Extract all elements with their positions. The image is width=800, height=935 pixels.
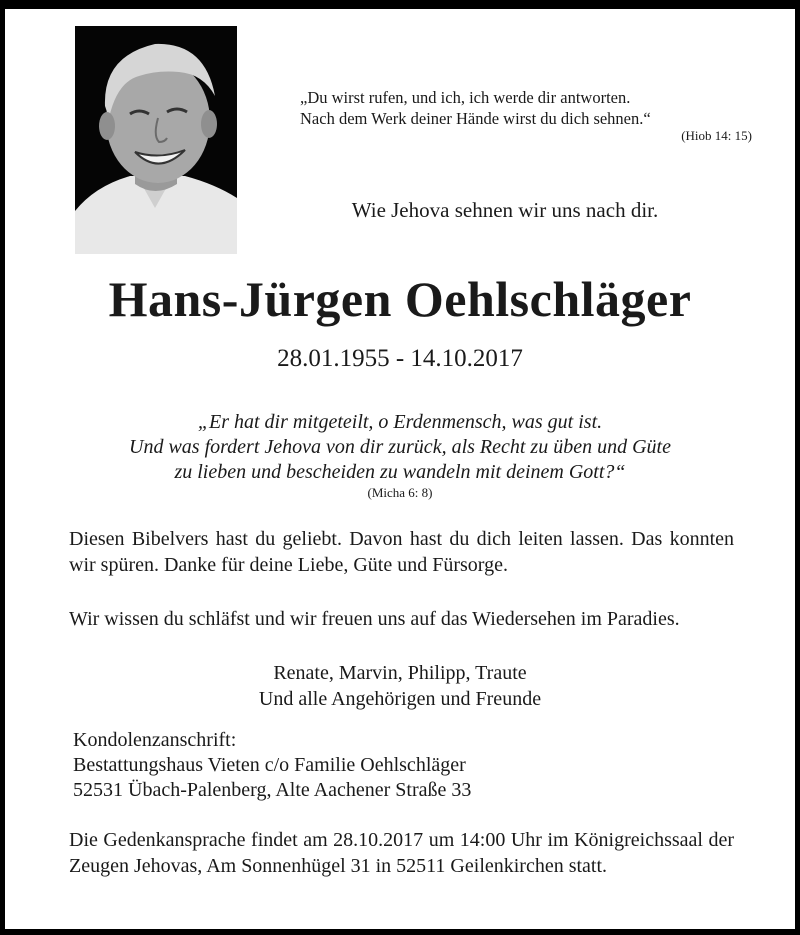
life-dates: 28.01.1955 - 14.10.2017 <box>277 345 523 372</box>
top-quote-line-1: „Du wirst rufen, und ich, ich werde dir antworten. <box>300 88 631 107</box>
deceased-name: Hans-Jürgen Oehlschläger <box>108 271 692 327</box>
address-heading: Kondolenzanschrift: <box>73 729 237 751</box>
address-street: 52531 Übach-Palenberg, Alte Aachener Straße 33 <box>73 779 472 801</box>
mid-quote-reference: (Micha 6: 8) <box>367 485 433 500</box>
signoff-names: Renate, Marvin, Philipp, Traute <box>273 662 527 684</box>
address-funeral-home: Bestattungshaus Vieten c/o Familie Oehlschläger <box>73 754 466 776</box>
top-quote-line-2: Nach dem Werk deiner Hände wirst du dich sehnen.“ <box>300 109 651 128</box>
top-quote-reference: (Hiob 14: 15) <box>681 128 752 143</box>
mid-quote-line-3: zu lieben und bescheiden zu wandeln mit deinem Gott?“ <box>174 461 626 483</box>
condolence-address <box>73 728 673 803</box>
mid-quote-line-2: Und was fordert Jehova von dir zurück, als Recht zu üben und Güte <box>129 436 671 458</box>
top-bible-quote <box>300 87 752 143</box>
paragraph-paradise: Wir wissen du schläfst und wir freuen uns auf das Wiedersehen im Paradies. <box>69 608 680 630</box>
family-signoff <box>0 660 800 712</box>
paragraph-bible-verse: Diesen Bibelvers hast du geliebt. Davon hast du dich leiten lassen. Das konnten wir spüren. Danke für deine Liebe, Güte und Fürsorge. <box>69 528 734 576</box>
mid-quote-line-1: „Er hat dir mitgeteilt, o Erdenmensch, was gut ist. <box>197 411 603 433</box>
portrait-photo <box>75 26 237 254</box>
middle-bible-quote <box>40 410 760 501</box>
memorial-service-info: Die Gedenkansprache findet am 28.10.2017 um 14:00 Uhr im Königreichssaal der Zeugen Jehovas, Am Sonnenhügel 31 in 52511 Geilenkirchen statt. <box>69 829 734 877</box>
signoff-relatives: Und alle Angehörigen und Freunde <box>258 688 542 710</box>
subtitle-line: Wie Jehova sehnen wir uns nach dir. <box>351 198 659 222</box>
